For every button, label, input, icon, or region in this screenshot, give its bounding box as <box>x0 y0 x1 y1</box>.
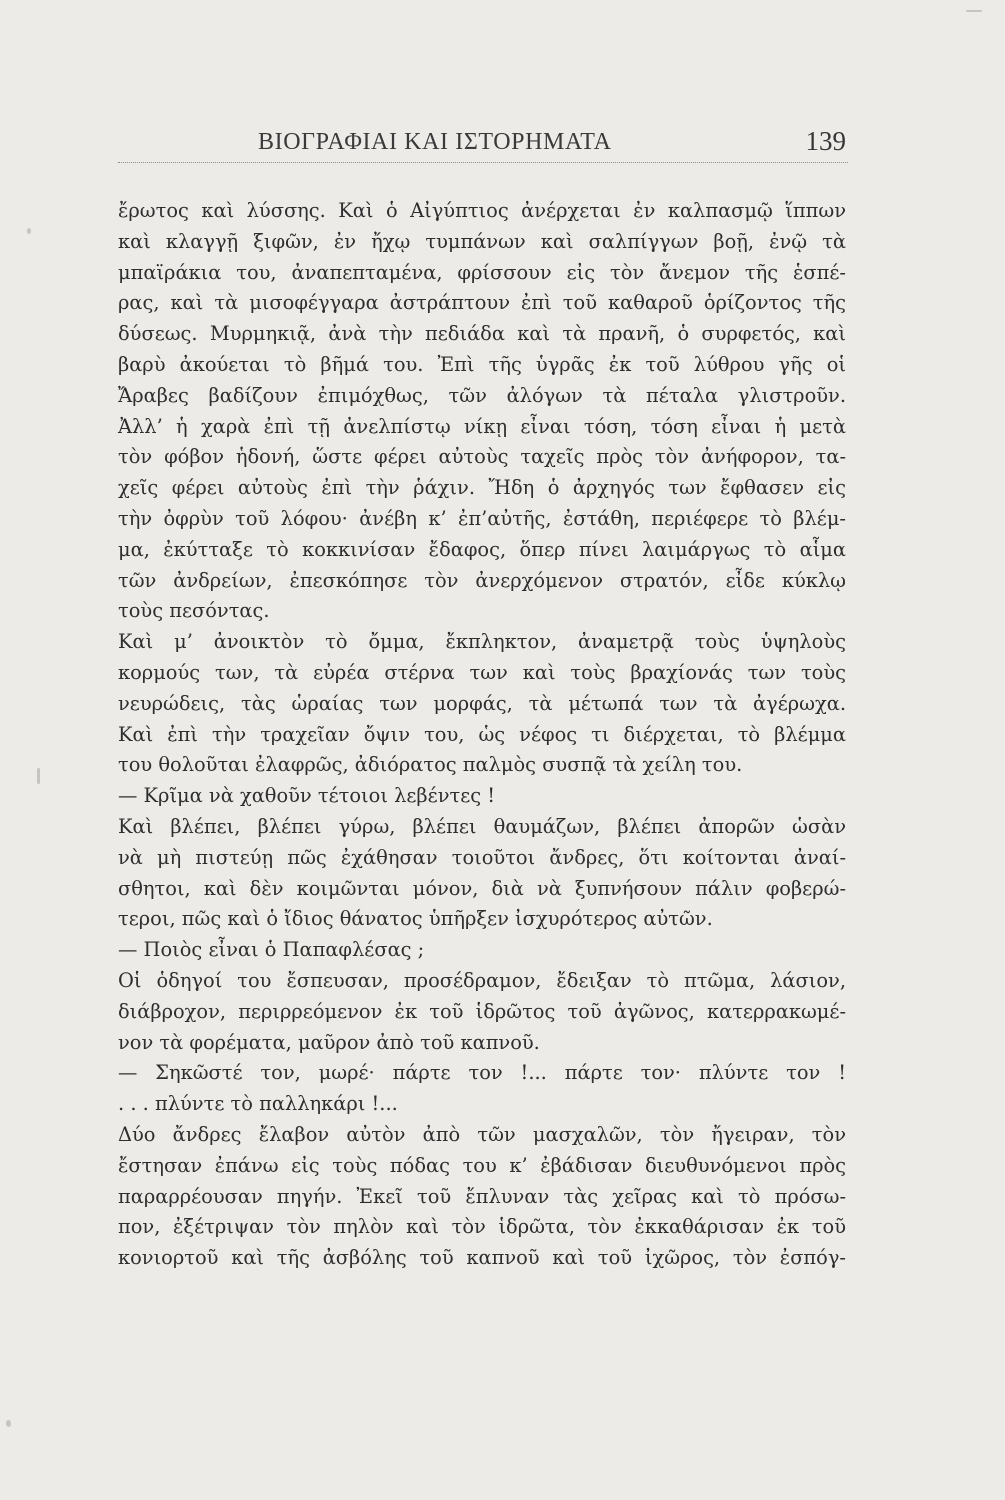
text-line: Οἱ ὁδηγοί του ἔσπευσαν, προσέδραμον, ἔδειξαν τὸ πτῶμα, λάσιον, <box>118 968 846 992</box>
dialogue-line: — Σηκῶστέ τον, μωρέ· πάρτε τον !... πάρτε τον· πλύντε τον ! <box>118 1061 846 1085</box>
dialogue-line: — Ποιὸς εἶναι ὁ Παπαφλέσας ; <box>118 938 425 962</box>
page-number: 139 <box>805 126 846 156</box>
text-line: κονιορτοῦ καὶ τῆς ἀσβόλης τοῦ καπνοῦ καὶ τοῦ ἰχῶρος, τὸν ἐσπόγ- <box>118 1246 846 1270</box>
text-line: ἔστησαν ἐπάνω εἰς τοὺς πόδας του κ’ ἐβάδισαν διευθυνόμενοι πρὸς <box>118 1153 846 1177</box>
paper-speck <box>6 1420 11 1427</box>
text-line: Καὶ ἐπὶ τὴν τραχεῖαν ὄψιν του, ὡς νέφος τι διέρχεται, τὸ βλέμμα <box>118 722 846 746</box>
text-line: Ἄραβες βαδίζουν ἐπιμόχθως, τῶν ἀλόγων τὰ πέταλα γλιστροῦν. <box>118 383 846 407</box>
text-line: νευρώδεις, τὰς ὡραίας των μορφάς, τὰ μέτωπά των τὰ ἀγέρωχα. <box>118 691 846 715</box>
text-line: κορμούς των, τὰ εὐρέα στέρνα των καὶ τοὺς βραχίονάς των τοὺς <box>118 660 846 684</box>
text-line: σθητοι, καὶ δὲν κοιμῶνται μόνον, διὰ νὰ ξυπνήσουν πάλιν φοβερώ- <box>118 876 846 900</box>
header-rule <box>118 162 848 163</box>
running-title: ΒΙΟΓΡΑΦΙΑΙ ΚΑΙ ΙΣΤΟΡΗΜΑΤΑ <box>258 129 612 155</box>
dialogue-line: . . . πλύντε τὸ παλληκάρι !... <box>118 1092 398 1116</box>
text-line: Καὶ βλέπει, βλέπει γύρω, βλέπει θαυμάζων, βλέπει ἀπορῶν ὡσὰν <box>118 814 846 838</box>
text-line: νὰ μὴ πιστεύῃ πῶς ἐχάθησαν τοιοῦτοι ἄνδρες, ὅτι κοίτονται ἀναί- <box>118 845 846 869</box>
text-line: παραρρέουσαν πηγήν. Ἐκεῖ τοῦ ἔπλυναν τὰς χεῖρας καὶ τὸ πρόσω- <box>118 1184 846 1208</box>
text-line: μπαϊράκια του, ἀναπεπταμένα, φρίσσουν εἰς τὸν ἄνεμον τῆς ἑσπέ- <box>118 260 846 284</box>
text-line: ρας, καὶ τὰ μισοφέγγαρα ἀστράπτουν ἐπὶ τοῦ καθαροῦ ὁρίζοντος τῆς <box>118 291 846 315</box>
paper-mark <box>966 10 982 12</box>
body-text <box>118 196 846 1274</box>
text-line: τὴν ὀφρὺν τοῦ λόφου· ἀνέβη κ’ ἐπ’αὐτῆς, ἐστάθη, περιέφερε τὸ βλέμ- <box>118 506 846 530</box>
text-line: τοὺς πεσόντας. <box>118 599 270 623</box>
text-line: Ἀλλ’ ἡ χαρὰ ἐπὶ τῇ ἀνελπίστῳ νίκῃ εἶναι τόση, τόση εἶναι ἡ μετὰ <box>118 414 846 438</box>
text-line: βαρὺ ἀκούεται τὸ βῆμά του. Ἐπὶ τῆς ὑγρᾶς ἐκ τοῦ λύθρου γῆς οἱ <box>118 352 846 376</box>
text-line: πον, ἐξέτριψαν τὸν πηλὸν καὶ τὸν ἱδρῶτα, τὸν ἐκκαθάρισαν ἐκ τοῦ <box>118 1215 846 1239</box>
text-line: Δύο ἄνδρες ἔλαβον αὐτὸν ἀπὸ τῶν μασχαλῶν, τὸν ἤγειραν, τὸν <box>118 1122 846 1146</box>
text-line: του θολοῦται ἐλαφρῶς, ἀδιόρατος παλμὸς συσπᾷ τὰ χείλη του. <box>118 753 743 777</box>
page-header <box>118 128 848 164</box>
text-line: μα, ἐκύτταξε τὸ κοκκινίσαν ἔδαφος, ὅπερ πίνει λαιμάργως τὸ αἷμα <box>118 537 846 561</box>
text-line: δύσεως. Μυρμηκιᾷ, ἀνὰ τὴν πεδιάδα καὶ τὰ πρανῆ, ὁ συρφετός, καὶ <box>118 322 846 346</box>
text-line: χεῖς φέρει αὐτοὺς ἐπὶ τὴν ῥάχιν. Ἤδη ὁ ἀρχηγός των ἔφθασεν εἰς <box>118 476 846 500</box>
text-line: καὶ κλαγγῇ ξιφῶν, ἐν ἤχῳ τυμπάνων καὶ σαλπίγγων βοῇ, ἐνῷ τὰ <box>118 229 846 253</box>
text-line: τὸν φόβον ἡδονή, ὥστε φέρει αὐτοὺς ταχεῖς πρὸς τὸν ἀνήφορον, τα- <box>118 445 846 469</box>
text-line: τεροι, πῶς καὶ ὁ ἴδιος θάνατος ὑπῆρξεν ἰσχυρότερος αὐτῶν. <box>118 907 713 931</box>
paper-mark <box>37 768 40 784</box>
text-line: Καὶ μ’ ἀνοικτὸν τὸ ὄμμα, ἔκπληκτον, ἀναμετρᾷ τοὺς ὑψηλοὺς <box>118 630 846 654</box>
text-line: τῶν ἀνδρείων, ἐπεσκόπησε τὸν ἀνερχόμενον στρατόν, εἶδε κύκλῳ <box>118 568 846 592</box>
paper-speck <box>27 228 31 234</box>
text-line: διάβροχον, περιρρεόμενον ἐκ τοῦ ἱδρῶτος τοῦ ἀγῶνος, κατερρακωμέ- <box>118 999 846 1023</box>
text-line: νον τὰ φορέματα, μαῦρον ἀπὸ τοῦ καπνοῦ. <box>118 1030 540 1054</box>
text-line: ἔρωτος καὶ λύσσης. Καὶ ὁ Αἰγύπτιος ἀνέρχεται ἐν καλπασμῷ ἵππων <box>118 199 846 222</box>
dialogue-line: — Κρῖμα νὰ χαθοῦν τέτοιοι λεβέντες ! <box>118 784 496 808</box>
